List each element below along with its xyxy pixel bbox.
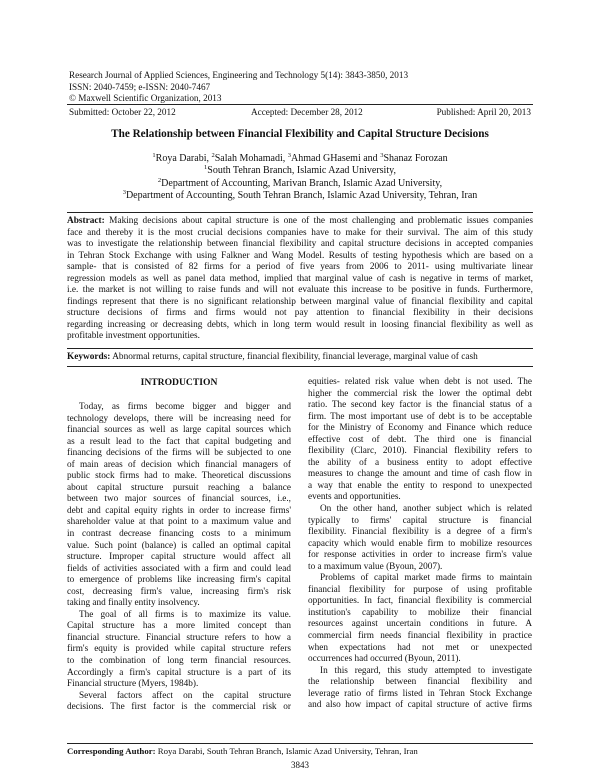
corresponding-author <box>67 746 533 756</box>
body-text-line: ratio. The second key factor is the financial status of a <box>308 400 532 411</box>
abstract-label: Abstract: <box>67 216 105 226</box>
body-text-line: commercial firm needs financial flexibility in practice <box>308 631 532 642</box>
accepted-date: Accepted: December 28, 2012 <box>251 107 363 117</box>
keywords-label: Keywords: <box>67 352 111 362</box>
body-text-line: the relationship between financial flexibility and <box>308 677 532 688</box>
affiliation-mark: 2 <box>157 176 162 184</box>
journal-citation: Research Journal of Applied Sciences, Engineering and Technology 5(14): 3843-3850, 2013 <box>69 70 409 80</box>
body-text-line: about capital structure pursuit reaching a balance <box>67 482 291 493</box>
body-text-line: to the combination of long term financial resources. <box>67 656 291 667</box>
abstract-top-rule <box>67 212 533 213</box>
introduction-heading: INTRODUCTION <box>140 377 218 388</box>
journal-header <box>69 70 539 105</box>
body-text-line: Problems of capital market made firms to maintain <box>320 573 532 584</box>
author-names <box>67 153 533 165</box>
body-text-line: resources against uncertain conditions in future. A <box>308 619 532 630</box>
abstract-line <box>67 308 533 320</box>
author-name: Ahmad GHasemi and <box>291 153 381 164</box>
keywords-rule <box>67 366 533 367</box>
body-text-line: Today, as firms become bigger and bigger and <box>79 402 291 412</box>
body-text-line: financial flexibility for purpose of using profitable <box>308 584 532 595</box>
author-name: Shanaz Forozan <box>383 153 448 164</box>
body-text-line: decisions. The first factor is the commercial risk or <box>67 702 291 713</box>
body-text-line: shareholder value at that point to a maximum value and <box>67 517 291 528</box>
body-text-line: to emergence of problems like increasing firm's capital <box>67 575 291 586</box>
body-text-line: debt and capital equity rights in order to increase firms' <box>67 505 291 516</box>
abstract-bottom-rule <box>67 348 533 349</box>
body-text-line: as a result lead to the fact that capital budgeting and <box>67 436 291 447</box>
abstract-text: regarding increasing or decreasing debts, which in long term would result in loosing financial flexibility as well as <box>67 319 533 330</box>
body-text-line: and also how impact of capital structure of active firms <box>308 700 532 711</box>
left-column <box>67 377 291 714</box>
body-text-line: flexibility. Financial flexibility is a degree of a firm's <box>308 527 532 538</box>
affiliation-text: South Tehran Branch, Islamic Azad University, <box>207 165 396 177</box>
affiliation-mark: 1 <box>152 152 156 159</box>
abstract-line <box>67 297 533 309</box>
body-text-line: In this regard, this study attempted to investigate <box>320 665 532 676</box>
abstract-line <box>67 262 533 274</box>
affiliation-mark: 1 <box>204 164 208 172</box>
body-text-line: for the Ministry of Economy and Finance which reduce <box>308 423 532 434</box>
body-text-line: of main areas of decision which financial managers of <box>67 459 291 470</box>
affiliation-mark: 2 <box>211 152 215 159</box>
affiliation-mark: 3 <box>380 152 384 159</box>
abstract-text: in Tehran Stock Exchange with using Falkner and Wang Model. Results of testing hypothesis which are based on a <box>67 250 533 261</box>
author-name: Roya Darabi, <box>155 153 212 164</box>
abstract-line <box>67 274 533 286</box>
affiliation-1 <box>67 165 533 177</box>
abstract-line <box>67 228 533 240</box>
body-text-line: when expectations had not met or unexpected <box>308 642 532 653</box>
abstract-text: face and thereby it is the most crucial decisions companies have to make for their survival. The aim of this study <box>67 227 533 238</box>
journal-issn: ISSN: 2040-7459; e-ISSN: 2040-7467 <box>69 81 211 92</box>
abstract-text: i.e. the market is not willing to raise funds and will not evaluate this increase to be positive in funds. Furthermore, <box>67 285 533 296</box>
header-rule <box>67 104 533 105</box>
abstract-text: sample- that is consisted of 82 firms for a period of five years from 2006 to 2011- using multivariate linear <box>67 262 533 273</box>
body-text-line: typically to firms' capital structure is financial <box>308 515 532 526</box>
body-text-line: cost, decreasing firm's value, increasing firm's risk <box>67 586 291 597</box>
body-text-line: a way that enable the entity to respond to unexpected <box>308 480 532 491</box>
abstract-line <box>67 251 533 263</box>
body-text-line: capacity which would enable firm to mobilize resources <box>308 538 532 549</box>
body-text-line: Accordingly a firm's capital structure is a part of its <box>67 667 291 678</box>
footer-rule <box>67 743 533 744</box>
abstract-text: findings represent that there is no significant relationship between marginal value of financial flexibility and capital <box>67 296 533 307</box>
abstract-text: regression models as well as panel data method, implied that marginal value of cash is negative in terms of market, <box>67 273 533 284</box>
body-text-line: Financial structure (Myers, 1984b). <box>67 679 199 690</box>
right-column <box>308 377 532 712</box>
body-text-line: higher the commercial risk the lower the optimal debt <box>308 388 532 399</box>
body-text-line: technology develops, there will be increasing need for <box>67 413 291 424</box>
body-text-line: for response activities in order to increase firm's value <box>308 550 532 561</box>
corresponding-author-text: Roya Darabi, South Tehran Branch, Islamic Azad University, Tehran, Iran <box>157 746 418 756</box>
body-text-line: fields of activities associated with a firm and could lead <box>67 563 291 574</box>
body-text-line: public stock firms had to make. Theoretical discussions <box>67 471 291 482</box>
body-text-line: in contrast decrease financing costs to a minimum <box>67 529 291 540</box>
body-text-line: to a maximum value (Byoun, 2007). <box>308 561 443 572</box>
abstract-line <box>67 239 533 251</box>
body-text-line: financial sources as well as large capital sources which <box>67 425 291 436</box>
body-text-line: the ability of a business entity to adopt effective <box>308 457 532 468</box>
body-text-line: taking and finally entity insolvency. <box>67 598 200 609</box>
body-text-line: The goal of all firms is to maximize its value. <box>79 609 291 620</box>
keywords-text: Abnormal returns, capital structure, financial flexibility, financial leverage, marginal value of cash <box>112 352 478 362</box>
abstract-text: Making decisions about capital structure is one of the most challenging and problematic issues companies <box>109 216 533 226</box>
affiliation-3 <box>67 190 533 202</box>
body-text-line: financing decisions of the firms will be subjected to one <box>67 448 291 459</box>
submitted-date: Submitted: October 22, 2012 <box>69 107 176 117</box>
keywords <box>67 352 533 362</box>
abstract <box>67 216 533 343</box>
affiliation-mark: 3 <box>122 189 126 197</box>
body-text-line: On the other hand, another subject which is related <box>320 504 532 515</box>
abstract-text: profitable investment opportunities. <box>67 331 200 342</box>
affiliation-mark: 3 <box>287 152 292 159</box>
body-text-line: firm's equity is provided while capital structure refers <box>67 644 291 655</box>
published-date: Published: April 20, 2013 <box>436 107 531 117</box>
body-text-line: value. Such point (balance) is called an optimal capital <box>67 540 291 551</box>
body-text-line: Capital structure has a more limited concept than <box>67 621 291 632</box>
journal-copyright: © Maxwell Scientific Organization, 2013 <box>69 93 222 103</box>
body-text-line: structure. Improper capital structure would affect all <box>67 552 291 563</box>
abstract-line <box>67 216 533 228</box>
affiliation-2 <box>67 178 533 190</box>
body-text-line: flexibility (Clarc, 2010). Financial flexibility refers to <box>308 446 532 457</box>
abstract-line <box>67 285 533 297</box>
body-text-line: equities- related risk value when debt is not used. The <box>308 377 532 387</box>
corresponding-author-label: Corresponding Author: <box>67 746 156 756</box>
body-text-line: Several factors affect on the capital structure <box>79 690 291 701</box>
body-text-line: firm. The most important use of debt is to be acceptable <box>308 411 532 422</box>
page-number: 3843 <box>291 760 309 770</box>
paper-title: The Relationship between Financial Flexibility and Capital Structure Decisions <box>111 128 489 140</box>
author-block <box>67 153 533 203</box>
abstract-text: was to investigate the relationship between financial flexibility and capital structure decisions in accepted companies <box>67 239 533 250</box>
abstract-line <box>67 331 533 343</box>
body-text-line: events and opportunities. <box>308 492 401 503</box>
body-text-line: institution's capability to mobilize their financial <box>308 607 532 618</box>
body-text-line: measures to change the amount and time of cash flow in <box>308 469 532 480</box>
body-text-line: opportunities. In fact, financial flexibility is commercial <box>308 596 532 607</box>
affiliation-text: Department of Accounting, Marivan Branch, Islamic Azad University, <box>161 177 443 189</box>
body-text-line: between two major sources of financial sources, i.e., <box>67 494 291 505</box>
body-text-line: effective cost of debt. The third one is financial <box>308 434 532 445</box>
body-text-line: leverage ratio of firms listed in Tehran Stock Exchange <box>308 688 532 699</box>
abstract-text: structure decisions of firms and firms would not pay attention to financial flexibility in their decisions <box>67 308 533 319</box>
body-text-line: financial structure. Financial structure refers to how a <box>67 632 291 643</box>
abstract-line <box>67 320 533 332</box>
body-text-line: occurrences had occurred (Byoun, 2011). <box>308 654 461 665</box>
author-name: Salah Mohamadi, <box>214 153 288 164</box>
affiliation-text: Department of Accounting, South Tehran Branch, Islamic Azad University, Tehran, Iran <box>125 190 478 202</box>
